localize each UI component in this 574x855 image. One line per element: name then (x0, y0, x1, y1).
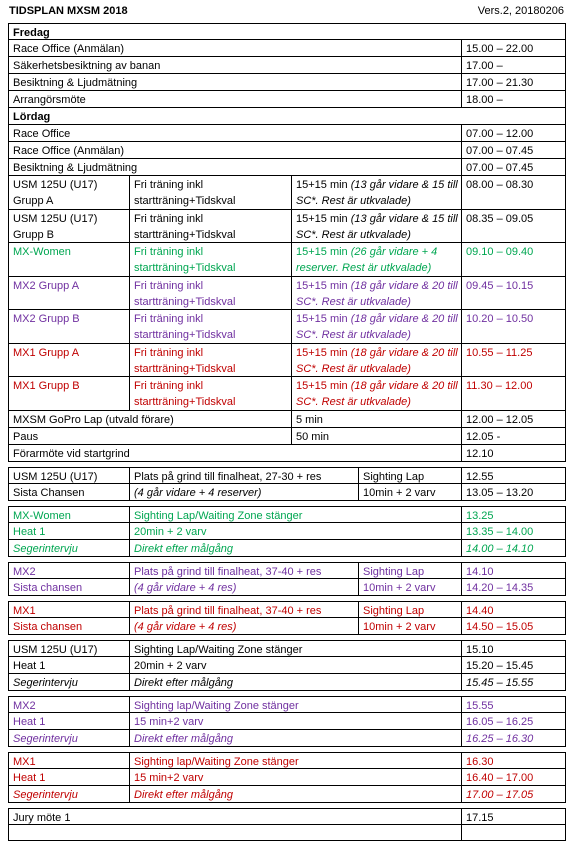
duration-cell (291, 210, 461, 243)
duration-cell (291, 176, 461, 209)
race-time-cell: 14.10 (461, 563, 565, 578)
race-time-cell: 14.40 (461, 602, 565, 617)
race-desc-cell: 15 min+2 varv (129, 769, 461, 785)
time-cell: 10.55 – 11.25 (461, 344, 565, 377)
document-title: TIDSPLAN MXSM 2018 (9, 5, 128, 17)
class-cell: MX1 Grupp B (13, 380, 80, 392)
duration-text: 15+15 min (296, 313, 348, 325)
duration-cell (291, 377, 461, 410)
race-format-cell: 10min + 2 varv (358, 618, 461, 634)
class-cell: MX-Women (13, 246, 71, 258)
race-time-cell: 16.05 – 16.25 (461, 713, 565, 729)
activity-cell: Fri träning inkl startträning+Tidskval (129, 210, 291, 243)
race-desc-cell: Sighting lap/Waiting Zone stänger (129, 753, 461, 768)
race-row (8, 484, 566, 501)
table-row: Besiktning & Ljudmätning 07.00 – 07.45 (8, 159, 566, 176)
race-time-cell: 15.45 – 15.55 (461, 674, 565, 690)
document-header (9, 5, 564, 19)
race-row (8, 601, 566, 618)
race-format-cell: Sighting Lap (358, 602, 461, 617)
table-row: Paus 50 min 12.05 - (8, 428, 566, 445)
activity-cell: Fri träning inkl startträning+Tidskval (129, 377, 291, 410)
activity-cell: Fri träning inkl startträning+Tidskval (129, 277, 291, 310)
table-row: Besiktning & Ljudmätning 17.00 – 21.30 (8, 74, 566, 91)
race-row (8, 713, 566, 730)
race-class-cell: Segerintervju (13, 788, 78, 801)
qualification-note: (18 går vidare & 20 till SC*. Rest är utkvalade) (296, 346, 458, 375)
race-desc-cell: 20min + 2 varv (129, 523, 461, 539)
class-cell: MX2 Grupp B (13, 313, 80, 325)
training-row (8, 210, 566, 244)
duration-cell (291, 243, 461, 276)
race-format-cell: Sighting Lap (358, 563, 461, 578)
race-class-cell: Sista chansen (13, 581, 83, 594)
duration-text: 15+15 min (296, 179, 348, 191)
race-format-cell: 10min + 2 varv (358, 484, 461, 500)
activity-cell: Fri träning inkl startträning+Tidskval (129, 310, 291, 343)
duration-text: 15+15 min (296, 279, 348, 292)
race-class-cell: MX1 (13, 604, 36, 617)
race-row (8, 562, 566, 579)
race-format-cell: 10min + 2 varv (358, 579, 461, 595)
table-row: MXSM GoPro Lap (utvald förare) 5 min 12.00 – 12.05 (8, 411, 566, 428)
race-row (8, 769, 566, 786)
class-cell: MX2 Grupp A (13, 279, 80, 292)
race-class-cell: Segerintervju (13, 732, 78, 745)
race-desc-cell: Direkt efter målgång (129, 786, 461, 802)
table-row: Race Office (Anmälan) 15.00 – 22.00 (8, 40, 566, 57)
race-format-cell: Sighting Lap (358, 468, 461, 483)
race-class-cell: Heat 1 (13, 659, 46, 672)
duration-text: 15+15 min (296, 246, 348, 258)
duration-cell (291, 344, 461, 377)
class-cell: USM 125U (U17) Grupp B (13, 212, 98, 241)
race-class-cell: Sista Chansen (13, 486, 85, 499)
race-time-cell: 13.25 (461, 507, 565, 522)
race-desc-cell: Direkt efter målgång (129, 540, 461, 556)
race-class-cell: Heat 1 (13, 525, 46, 538)
schedule-table (8, 23, 566, 841)
race-row (8, 618, 566, 635)
training-rows (8, 176, 566, 411)
race-desc-cell: (4 går vidare + 4 reserver) (129, 484, 358, 500)
qualification-note: (18 går vidare & 20 till SC*. Rest är utkvalade) (296, 380, 458, 408)
time-cell: 11.30 – 12.00 (461, 377, 565, 410)
training-row (8, 344, 566, 378)
table-row: Säkerhetsbesiktning av banan 17.00 – (8, 57, 566, 74)
time-cell: 08.00 – 08.30 (461, 176, 565, 209)
qualification-note: (18 går vidare & 20 till SC*. Rest är utkvalade) (296, 313, 458, 341)
time-cell: 09.10 – 09.40 (461, 243, 565, 276)
race-class-cell: MX-Women (13, 509, 71, 522)
race-time-cell: 16.25 – 16.30 (461, 730, 565, 746)
duration-text: 15+15 min (296, 380, 348, 392)
activity-cell: Fri träning inkl startträning+Tidskval (129, 243, 291, 276)
race-blocks (8, 462, 566, 808)
race-time-cell: 13.35 – 14.00 (461, 523, 565, 539)
training-row (8, 377, 566, 411)
race-desc-cell: Plats på grind till finalheat, 37-40 + res (129, 602, 358, 617)
race-class-cell: USM 125U (U17) (13, 470, 98, 483)
race-time-cell: 16.40 – 17.00 (461, 769, 565, 785)
version-label: Vers.2, 20180206 (477, 5, 564, 17)
race-class-cell: MX1 (13, 755, 36, 768)
training-row (8, 243, 566, 277)
race-row (8, 540, 566, 557)
duration-text: 15+15 min (296, 212, 348, 225)
race-row (8, 674, 566, 691)
activity-cell: Fri träning inkl startträning+Tidskval (129, 344, 291, 377)
race-time-cell: 12.55 (461, 468, 565, 483)
race-class-cell: MX2 (13, 565, 36, 578)
race-desc-cell: Direkt efter målgång (129, 730, 461, 746)
race-desc-cell: Sighting lap/Waiting Zone stänger (129, 697, 461, 712)
activity-cell: Fri träning inkl startträning+Tidskval (129, 176, 291, 209)
duration-text: 15+15 min (296, 346, 348, 359)
race-desc-cell: (4 går vidare + 4 res) (129, 618, 358, 634)
time-cell: 10.20 – 10.50 (461, 310, 565, 343)
race-class-cell: Heat 1 (13, 771, 46, 784)
race-desc-cell: Direkt efter målgång (129, 674, 461, 690)
race-time-cell: 14.00 – 14.10 (461, 540, 565, 556)
time-cell: 08.35 – 09.05 (461, 210, 565, 243)
table-row: Förarmöte vid startgrind 12.10 (8, 445, 566, 462)
table-row: Race Office (Anmälan) 07.00 – 07.45 (8, 142, 566, 159)
class-cell: USM 125U (U17) Grupp A (13, 179, 98, 207)
race-time-cell: 15.20 – 15.45 (461, 657, 565, 673)
qualification-note: (13 går vidare & 15 till SC*. Rest är utkvalade) (296, 212, 458, 241)
race-desc-cell: Plats på grind till finalheat, 37-40 + res (129, 563, 358, 578)
race-row (8, 696, 566, 713)
race-time-cell: 14.50 – 15.05 (461, 618, 565, 634)
training-row (8, 277, 566, 311)
race-row (8, 523, 566, 540)
race-row (8, 640, 566, 657)
duration-cell (291, 277, 461, 310)
race-class-cell: Heat 1 (13, 715, 46, 728)
race-time-cell: 13.05 – 13.20 (461, 484, 565, 500)
race-desc-cell: Plats på grind till finalheat, 27-30 + res (129, 468, 358, 483)
race-time-cell: 15.10 (461, 641, 565, 656)
race-class-cell: Segerintervju (13, 542, 78, 555)
table-row: Race Office 07.00 – 12.00 (8, 125, 566, 142)
qualification-note: (13 går vidare & 15 till SC*. Rest är utkvalade) (296, 179, 458, 207)
race-desc-cell: 15 min+2 varv (129, 713, 461, 729)
race-row (8, 467, 566, 484)
class-cell: MX1 Grupp A (13, 346, 80, 359)
race-class-cell: Sista chansen (13, 620, 83, 633)
race-time-cell: 17.00 – 17.05 (461, 786, 565, 802)
empty-row (8, 825, 566, 841)
race-time-cell: 15.55 (461, 697, 565, 712)
race-row (8, 752, 566, 769)
training-row (8, 176, 566, 210)
table-row: Arrangörsmöte 18.00 – (8, 91, 566, 108)
race-row (8, 657, 566, 674)
race-desc-cell: Sighting Lap/Waiting Zone stänger (129, 507, 461, 522)
race-class-cell: Segerintervju (13, 676, 78, 689)
race-row (8, 730, 566, 747)
qualification-note: (18 går vidare & 20 till SC*. Rest är utkvalade) (296, 279, 458, 308)
race-row (8, 579, 566, 596)
section-lordag: Lördag (8, 108, 566, 125)
race-class-cell: MX2 (13, 699, 36, 712)
section-fredag: Fredag (8, 23, 566, 40)
race-desc-cell: (4 går vidare + 4 res) (129, 579, 358, 595)
race-row (8, 786, 566, 803)
race-class-cell: USM 125U (U17) (13, 643, 98, 656)
time-cell: 09.45 – 10.15 (461, 277, 565, 310)
qualification-note: (26 går vidare + 4 reserver. Rest är utkvalade) (296, 246, 438, 274)
table-row: Jury möte 1 17.15 (8, 808, 566, 825)
race-desc-cell: Sighting Lap/Waiting Zone stänger (129, 641, 461, 656)
race-time-cell: 16.30 (461, 753, 565, 768)
race-desc-cell: 20min + 2 varv (129, 657, 461, 673)
race-time-cell: 14.20 – 14.35 (461, 579, 565, 595)
race-row (8, 506, 566, 523)
duration-cell (291, 310, 461, 343)
training-row (8, 310, 566, 344)
